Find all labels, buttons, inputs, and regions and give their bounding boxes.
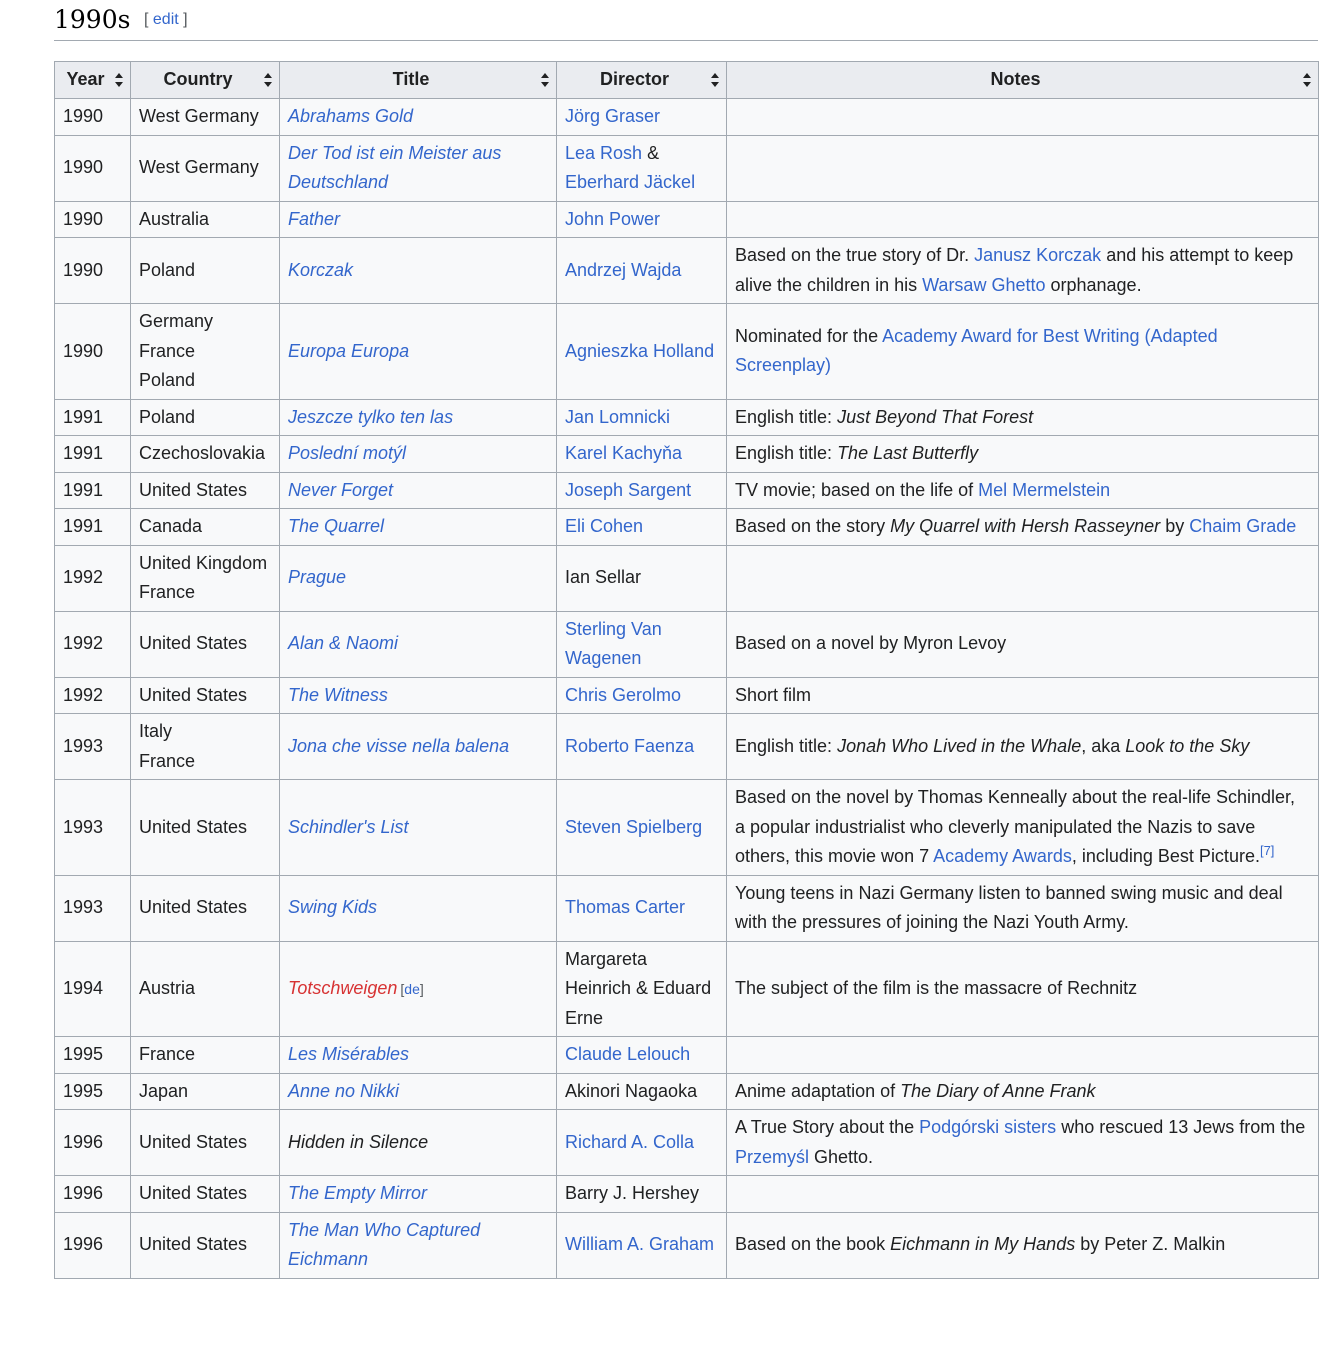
country-item: France (139, 750, 196, 771)
sort-arrows-icon (115, 73, 123, 87)
title-cell (280, 780, 557, 876)
notes-text: English title: (735, 735, 838, 756)
country-cell: Canada (131, 509, 280, 546)
country-cell: Japan (131, 1073, 280, 1110)
title-link[interactable]: Abrahams Gold (288, 106, 414, 126)
title-link[interactable]: The Witness (288, 684, 388, 705)
title-cell (280, 545, 557, 611)
notes-text: English title: (735, 406, 838, 427)
title-link[interactable]: Jeszcze tylko ten las (288, 406, 454, 427)
table-row (55, 436, 1319, 473)
title-cell (280, 238, 557, 304)
col-header-director[interactable] (557, 62, 727, 99)
year-cell: 1990 (55, 304, 131, 400)
notes-link[interactable]: Chaim Grade (1189, 516, 1297, 536)
year-cell: 1996 (55, 1212, 131, 1278)
table-row (55, 780, 1319, 876)
title-link[interactable]: Swing Kids (288, 897, 378, 918)
notes-cell (727, 1110, 1319, 1176)
edit-section (144, 11, 188, 29)
year-cell: 1990 (55, 135, 131, 201)
notes-cell: Based on a novel by Myron Levoy (727, 611, 1319, 677)
sort-icon[interactable] (264, 73, 272, 87)
notes-link[interactable]: Janusz Korczak (974, 245, 1102, 265)
director-cell (557, 201, 727, 238)
director-link[interactable]: Claude Lelouch (565, 1044, 691, 1064)
title-link[interactable]: The Quarrel (288, 516, 385, 536)
year-cell: 1992 (55, 677, 131, 714)
country-cell: United States (131, 677, 280, 714)
director-cell (557, 399, 727, 436)
title-cell (280, 941, 557, 1037)
notes-text: Based on the true story of Dr. (735, 245, 975, 265)
director-link[interactable]: Karel Kachyňa (565, 443, 683, 463)
director-cell (557, 677, 727, 714)
notes-cell (727, 780, 1319, 876)
country-cell: West Germany (131, 135, 280, 201)
notes-text: by (1160, 516, 1190, 536)
table-row (55, 1073, 1319, 1110)
table-row (55, 1110, 1319, 1176)
col-header-title[interactable] (280, 62, 557, 99)
notes-italic: My Quarrel with Hersh Rasseyner (890, 516, 1161, 536)
title-redlink[interactable]: Totschweigen (288, 977, 398, 998)
edit-link[interactable]: edit (152, 11, 179, 28)
title-link[interactable]: Father (288, 208, 341, 229)
year-cell: 1995 (55, 1073, 131, 1110)
title-cell (280, 1073, 557, 1110)
title-cell (280, 472, 557, 509)
notes-text: , including Best Picture. (1071, 846, 1260, 866)
director-cell: Margareta Heinrich & Eduard Erne (557, 941, 727, 1037)
title-link[interactable]: The Man Who Captured Eichmann (288, 1219, 481, 1269)
title-cell (280, 99, 557, 136)
country-cell: Austria (131, 941, 280, 1037)
table-row (55, 304, 1319, 400)
country-cell (131, 714, 280, 780)
table-row (55, 201, 1319, 238)
year-cell: 1996 (55, 1110, 131, 1176)
bracket-close: ] (183, 11, 188, 28)
title-link[interactable]: Jona che visse nella balena (288, 735, 510, 756)
title-link[interactable]: Schindler's List (288, 816, 409, 837)
notes-text: A True Story about the (735, 1117, 920, 1137)
table-row (55, 611, 1319, 677)
notes-text: orphanage. (1045, 274, 1142, 295)
title-cell (280, 1176, 557, 1213)
title-link[interactable]: Europa Europa (288, 340, 410, 361)
country-cell: United States (131, 1176, 280, 1213)
title-cell (280, 304, 557, 400)
notes-link[interactable]: Warsaw Ghetto (922, 274, 1046, 295)
director-link[interactable]: Jörg Graser (565, 106, 661, 126)
notes-link[interactable]: Academy Awards (933, 846, 1072, 866)
title-link[interactable]: Korczak (288, 259, 354, 280)
year-cell: 1992 (55, 611, 131, 677)
col-header-label: Notes (990, 69, 1041, 90)
director-link[interactable]: Roberto Faenza (565, 735, 695, 756)
table-row (55, 545, 1319, 611)
title-cell (280, 135, 557, 201)
director-link[interactable]: Agnieszka Holland (565, 340, 715, 361)
notes-text: Based on the novel by Thomas Kenneally about the real-life Schindler, a popular industrialist who cleverly manipulated the Nazis to save others, this movie won 7 (735, 787, 1296, 866)
notes-italic: Jonah Who Lived in the Whale (837, 735, 1082, 756)
country-item: Germany (139, 311, 214, 331)
director-cell (557, 611, 727, 677)
title-cell (280, 1037, 557, 1074)
director-cell (557, 1110, 727, 1176)
col-header-label: Year (66, 69, 105, 90)
table-row (55, 99, 1319, 136)
table-row (55, 472, 1319, 509)
notes-text: English title: (735, 443, 838, 463)
country-cell: United States (131, 875, 280, 941)
director-cell (557, 509, 727, 546)
director-cell: Ian Sellar (557, 545, 727, 611)
notes-cell: Short film (727, 677, 1319, 714)
country-cell: West Germany (131, 99, 280, 136)
table-row (55, 509, 1319, 546)
title-link[interactable]: The Empty Mirror (288, 1183, 428, 1203)
country-cell (131, 304, 280, 400)
director-link[interactable]: William A. Graham (565, 1234, 715, 1255)
director-cell (557, 238, 727, 304)
title-link[interactable]: Der Tod ist ein Meister aus Deutschland (288, 142, 502, 192)
notes-cell (727, 201, 1319, 238)
col-header-notes[interactable] (727, 62, 1319, 99)
title-cell (280, 714, 557, 780)
header-row (55, 62, 1319, 99)
year-cell: 1994 (55, 941, 131, 1037)
notes-link[interactable]: Mel Mermelstein (978, 479, 1111, 500)
title-link[interactable]: Never Forget (288, 479, 394, 500)
title-text: Hidden in Silence (288, 1131, 429, 1152)
title-link[interactable]: Poslední motýl (288, 443, 407, 463)
country-cell: Australia (131, 201, 280, 238)
director-cell: Barry J. Hershey (557, 1176, 727, 1213)
year-cell: 1996 (55, 1176, 131, 1213)
year-cell: 1990 (55, 238, 131, 304)
country-cell: Poland (131, 399, 280, 436)
table-row (55, 714, 1319, 780)
notes-cell: Young teens in Nazi Germany listen to banned swing music and deal with the pressures of joining the Nazi Youth Army. (727, 875, 1319, 941)
sort-arrows-icon (264, 73, 272, 87)
director-cell (557, 472, 727, 509)
notes-link[interactable]: Academy Award for Best Writing (Adapted Screenplay) (735, 325, 1218, 376)
table-row (55, 399, 1319, 436)
notes-cell (727, 304, 1319, 400)
reference-link[interactable]: [7] (1259, 843, 1275, 858)
notes-text: and his attempt to keep alive the children in his (735, 245, 1294, 295)
director-cell (557, 714, 727, 780)
director-link[interactable]: Sterling Van Wagenen (565, 618, 662, 668)
director-separator: & (642, 142, 660, 163)
director-cell (557, 875, 727, 941)
notes-italic: Just Beyond That Forest (837, 406, 1034, 427)
sort-icon[interactable] (115, 73, 123, 87)
director-link[interactable]: Andrzej Wajda (565, 259, 682, 280)
sort-icon[interactable] (1303, 73, 1311, 87)
country-item: France (139, 582, 196, 602)
notes-italic: The Diary of Anne Frank (900, 1080, 1096, 1101)
col-header-country[interactable] (131, 62, 280, 99)
notes-text: Based on the story (735, 516, 891, 536)
country-item: France (139, 340, 196, 361)
title-link[interactable]: Alan & Naomi (288, 633, 399, 654)
table-row (55, 1176, 1319, 1213)
director-cell (557, 1212, 727, 1278)
year-cell: 1993 (55, 714, 131, 780)
notes-text: Anime adaptation of (735, 1080, 901, 1101)
notes-cell (727, 135, 1319, 201)
country-cell: United States (131, 472, 280, 509)
table-row (55, 135, 1319, 201)
director-link[interactable]: Eberhard Jäckel (565, 172, 696, 192)
notes-cell (727, 399, 1319, 436)
notes-cell (727, 436, 1319, 473)
notes-cell (727, 99, 1319, 136)
section-title: 1990s (54, 5, 131, 34)
year-cell: 1991 (55, 472, 131, 509)
title-cell (280, 399, 557, 436)
table-row (55, 941, 1319, 1037)
notes-text: Ghetto. (809, 1146, 874, 1167)
title-cell (280, 1110, 557, 1176)
country-cell (131, 545, 280, 611)
country-cell: Poland (131, 238, 280, 304)
notes-text: Based on the book (735, 1234, 891, 1255)
year-cell: 1991 (55, 436, 131, 473)
table-row (55, 238, 1319, 304)
interlanguage-de-link[interactable]: de (404, 980, 420, 997)
director-cell (557, 99, 727, 136)
country-cell: United States (131, 780, 280, 876)
director-link[interactable]: Steven Spielberg (565, 816, 703, 837)
country-cell: United States (131, 1212, 280, 1278)
col-header-label: Title (392, 69, 430, 90)
country-item: Poland (139, 370, 196, 390)
director-link[interactable]: Thomas Carter (565, 897, 686, 918)
notes-cell (727, 714, 1319, 780)
notes-cell (727, 545, 1319, 611)
bracket-open: [ (144, 11, 149, 28)
notes-cell (727, 238, 1319, 304)
director-link[interactable]: Joseph Sargent (565, 479, 692, 500)
notes-italic: The Last Butterfly (837, 443, 979, 463)
table-row (55, 1212, 1319, 1278)
country-cell: United States (131, 1110, 280, 1176)
director-link[interactable]: John Power (565, 208, 661, 229)
year-cell: 1993 (55, 780, 131, 876)
notes-italic: Look to the Sky (1125, 735, 1250, 756)
title-link[interactable]: Prague (288, 567, 347, 588)
notes-link[interactable]: Przemyśl (735, 1146, 810, 1167)
title-cell (280, 611, 557, 677)
year-cell: 1990 (55, 99, 131, 136)
title-cell (280, 875, 557, 941)
director-cell (557, 135, 727, 201)
year-cell: 1991 (55, 399, 131, 436)
col-header-year[interactable] (55, 62, 131, 99)
notes-cell: The subject of the film is the massacre of Rechnitz (727, 941, 1319, 1037)
year-cell: 1995 (55, 1037, 131, 1074)
notes-text: who rescued 13 Jews from the (1056, 1117, 1306, 1137)
country-item: United Kingdom (139, 552, 268, 573)
country-item: Italy (139, 721, 173, 741)
notes-italic: Eichmann in My Hands (890, 1234, 1076, 1255)
title-link[interactable]: Les Misérables (288, 1044, 410, 1064)
country-cell: United States (131, 611, 280, 677)
year-cell: 1991 (55, 509, 131, 546)
director-cell (557, 304, 727, 400)
notes-cell (727, 1176, 1319, 1213)
table-row (55, 875, 1319, 941)
title-cell (280, 436, 557, 473)
sort-arrows-icon (711, 73, 719, 87)
notes-cell (727, 509, 1319, 546)
notes-text: Nominated for the (735, 325, 883, 346)
films-table (54, 61, 1319, 1279)
notes-text: by Peter Z. Malkin (1075, 1234, 1226, 1255)
notes-cell (727, 1037, 1319, 1074)
director-link[interactable]: Jan Lomnicki (565, 406, 671, 427)
title-cell (280, 509, 557, 546)
year-cell: 1990 (55, 201, 131, 238)
title-cell (280, 677, 557, 714)
year-cell: 1992 (55, 545, 131, 611)
col-header-label: Country (163, 69, 233, 90)
sort-icon[interactable] (711, 73, 719, 87)
notes-cell (727, 1212, 1319, 1278)
col-header-label: Director (599, 69, 670, 90)
year-cell: 1993 (55, 875, 131, 941)
title-cell (280, 201, 557, 238)
notes-cell (727, 1073, 1319, 1110)
interlanguage-link: [de] (400, 980, 424, 997)
sort-icon[interactable] (541, 73, 549, 87)
director-cell (557, 436, 727, 473)
director-link[interactable]: Lea Rosh (565, 142, 643, 163)
section-heading (54, 0, 1318, 41)
country-cell: Czechoslovakia (131, 436, 280, 473)
title-link[interactable]: Anne no Nikki (288, 1080, 400, 1101)
notes-link[interactable]: Podgórski sisters (919, 1117, 1057, 1137)
director-link[interactable]: Richard A. Colla (565, 1131, 695, 1152)
director-link[interactable]: Eli Cohen (565, 516, 644, 536)
table-row (55, 1037, 1319, 1074)
director-cell (557, 780, 727, 876)
notes-cell (727, 472, 1319, 509)
country-cell: France (131, 1037, 280, 1074)
title-cell (280, 1212, 557, 1278)
director-link[interactable]: Chris Gerolmo (565, 684, 682, 705)
director-cell: Akinori Nagaoka (557, 1073, 727, 1110)
sort-arrows-icon (541, 73, 549, 87)
notes-text: TV movie; based on the life of (735, 479, 979, 500)
notes-text: , aka (1081, 735, 1126, 756)
director-cell (557, 1037, 727, 1074)
table-row (55, 677, 1319, 714)
sort-arrows-icon (1303, 73, 1311, 87)
